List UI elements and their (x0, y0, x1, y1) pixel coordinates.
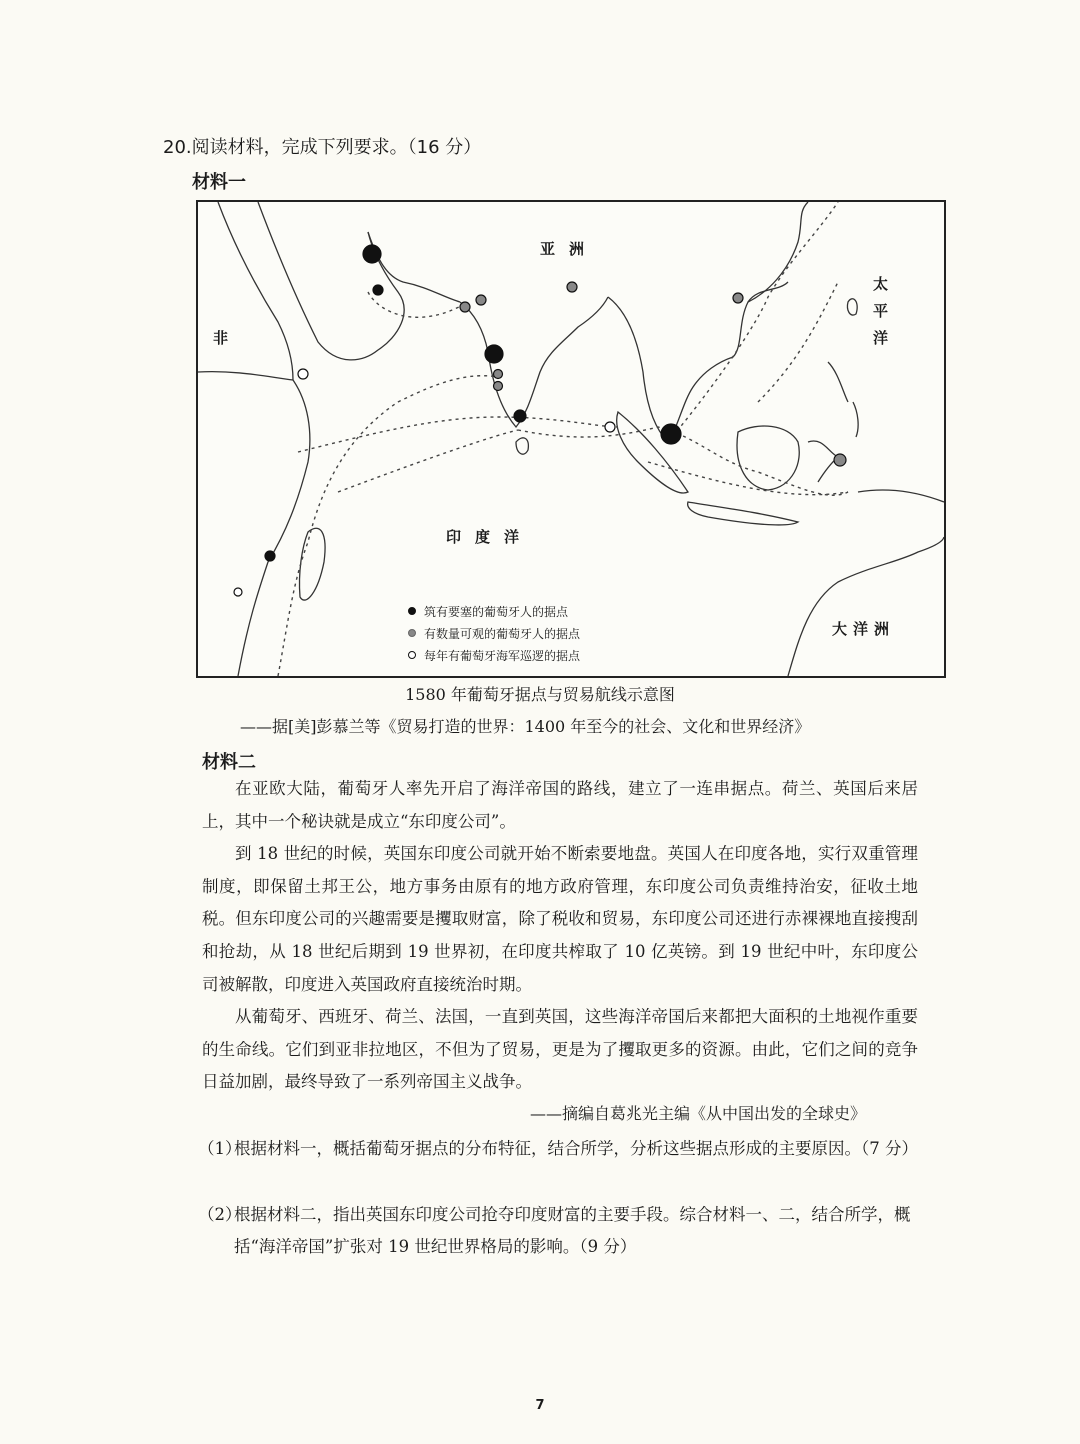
material-two-label: 材料二 (202, 752, 256, 773)
notable-base-marker (834, 454, 846, 466)
map-label-indian-ocean: 印度洋 (446, 528, 534, 546)
notable-base-marker (476, 295, 486, 305)
fortified-base-marker (514, 410, 526, 422)
fortified-base-marker (661, 424, 681, 444)
map-label-pacific: 太平洋 (871, 276, 889, 357)
paragraph: 在亚欧大陆，葡萄牙人率先开启了海洋帝国的路线，建立了一连串据点。荷兰、英国后来居上，其中一个秘诀就是成立“东印度公司”。 (202, 779, 918, 831)
africa-coastline (198, 372, 310, 676)
fortified-base-marker (265, 551, 275, 561)
patrolled-dot-icon (408, 651, 416, 659)
page-number: 7 (535, 1398, 545, 1413)
material-one-label: 材料一 (192, 172, 246, 193)
notable-base-marker (494, 382, 503, 391)
java (688, 502, 798, 525)
arabia-coastline (258, 202, 404, 360)
map-source: ——据[美]彭慕兰等《贸易打造的世界：1400 年至今的社会、文化和世界经济》 (240, 717, 811, 736)
sri-lanka (516, 438, 528, 454)
patrolled-base-marker (234, 588, 242, 596)
sulawesi (808, 441, 838, 482)
fortified-dot-icon (408, 607, 416, 615)
trade-route-south (338, 430, 518, 492)
philippines (828, 362, 858, 437)
notable-base-marker (733, 293, 743, 303)
fortified-base-marker (373, 285, 383, 295)
trade-route-china (668, 202, 838, 442)
fortified-base-marker (485, 345, 503, 363)
sub-question-number: （2） (198, 1205, 242, 1224)
map-label-oceania: 大洋洲 (832, 620, 896, 638)
notable-base-marker (460, 302, 470, 312)
map-label-asia: 亚洲 (540, 240, 599, 258)
sub-question-number: （1） (198, 1139, 242, 1158)
sub-question-text: 根据材料二，指出英国东印度公司抢夺印度财富的主要手段。综合材料一、二，结合所学，概括“海洋帝国”扩张对 19 世纪世界格局的影响。（9 分） (234, 1205, 911, 1256)
material-two-text (202, 773, 918, 1099)
trade-route-gulf (368, 292, 468, 317)
notable-dot-icon (408, 629, 416, 637)
indochina-coast (608, 282, 788, 442)
madagascar (299, 528, 325, 600)
legend-text: 筑有要塞的葡萄牙人的据点 (424, 604, 569, 619)
map-caption: 1580 年葡萄牙据点与贸易航线示意图 (405, 685, 675, 704)
legend-item-fortified (408, 600, 580, 622)
legend-item-patrolled (408, 644, 580, 666)
patrolled-base-marker (605, 422, 615, 432)
sub-question-1 (198, 1133, 920, 1165)
trade-route-main (298, 417, 618, 452)
map-legend (408, 600, 580, 666)
legend-text: 每年有葡萄牙海军巡逻的据点 (424, 648, 581, 663)
paragraph: 从葡萄牙、西班牙、荷兰、法国，一直到英国，这些海洋帝国后来都把大面积的土地视作重要的生命线。它们到亚非拉地区，不但为了贸易，更是为了攫取更多的资源。由此，它们之间的竞争日益加剧，最终导致了一系列帝国主义战争。 (202, 1007, 918, 1092)
paragraph: 到 18 世纪的时候，英国东印度公司就开始不断索要地盘。英国人在印度各地，实行双重管理制度，即保留土邦王公，地方事务由原有的地方政府管理，东印度公司负责维持治安，征收土地税。但东印度公司的兴趣需要是攫取财富，除了税收和贸易，东印度公司还进行赤裸裸地直接搜刮和抢劫，从 18 世纪后期到 19 世界初，在印度共榨取了 10 亿英镑。到 19 世纪中叶，东印度公司被解散，印度进入英国政府直接统治时期。 (202, 844, 918, 994)
question-title: 20.阅读材料，完成下列要求。（16 分） (163, 137, 482, 158)
sub-question-text: 根据材料一，概括葡萄牙据点的分布特征，结合所学，分析这些据点形成的主要原因。（7 分） (234, 1139, 918, 1158)
notable-base-marker (567, 282, 577, 292)
notable-base-marker (494, 370, 503, 379)
fortified-base-marker (363, 245, 381, 263)
australia-coastline (788, 537, 944, 676)
map-label-africa: 非 (211, 330, 229, 357)
patrolled-base-marker (298, 369, 308, 379)
material-two-source: ——摘编自葛兆光主编《从中国出发的全球史》 (530, 1104, 867, 1123)
sub-question-2 (198, 1199, 920, 1263)
legend-item-notable (408, 622, 580, 644)
new-guinea (858, 490, 944, 502)
trade-route-pacific (758, 282, 838, 402)
legend-text: 有数量可观的葡萄牙人的据点 (424, 626, 581, 641)
borneo (737, 426, 799, 490)
taiwan (847, 299, 857, 315)
portuguese-trade-map (196, 200, 946, 678)
india-coastline (460, 297, 608, 427)
